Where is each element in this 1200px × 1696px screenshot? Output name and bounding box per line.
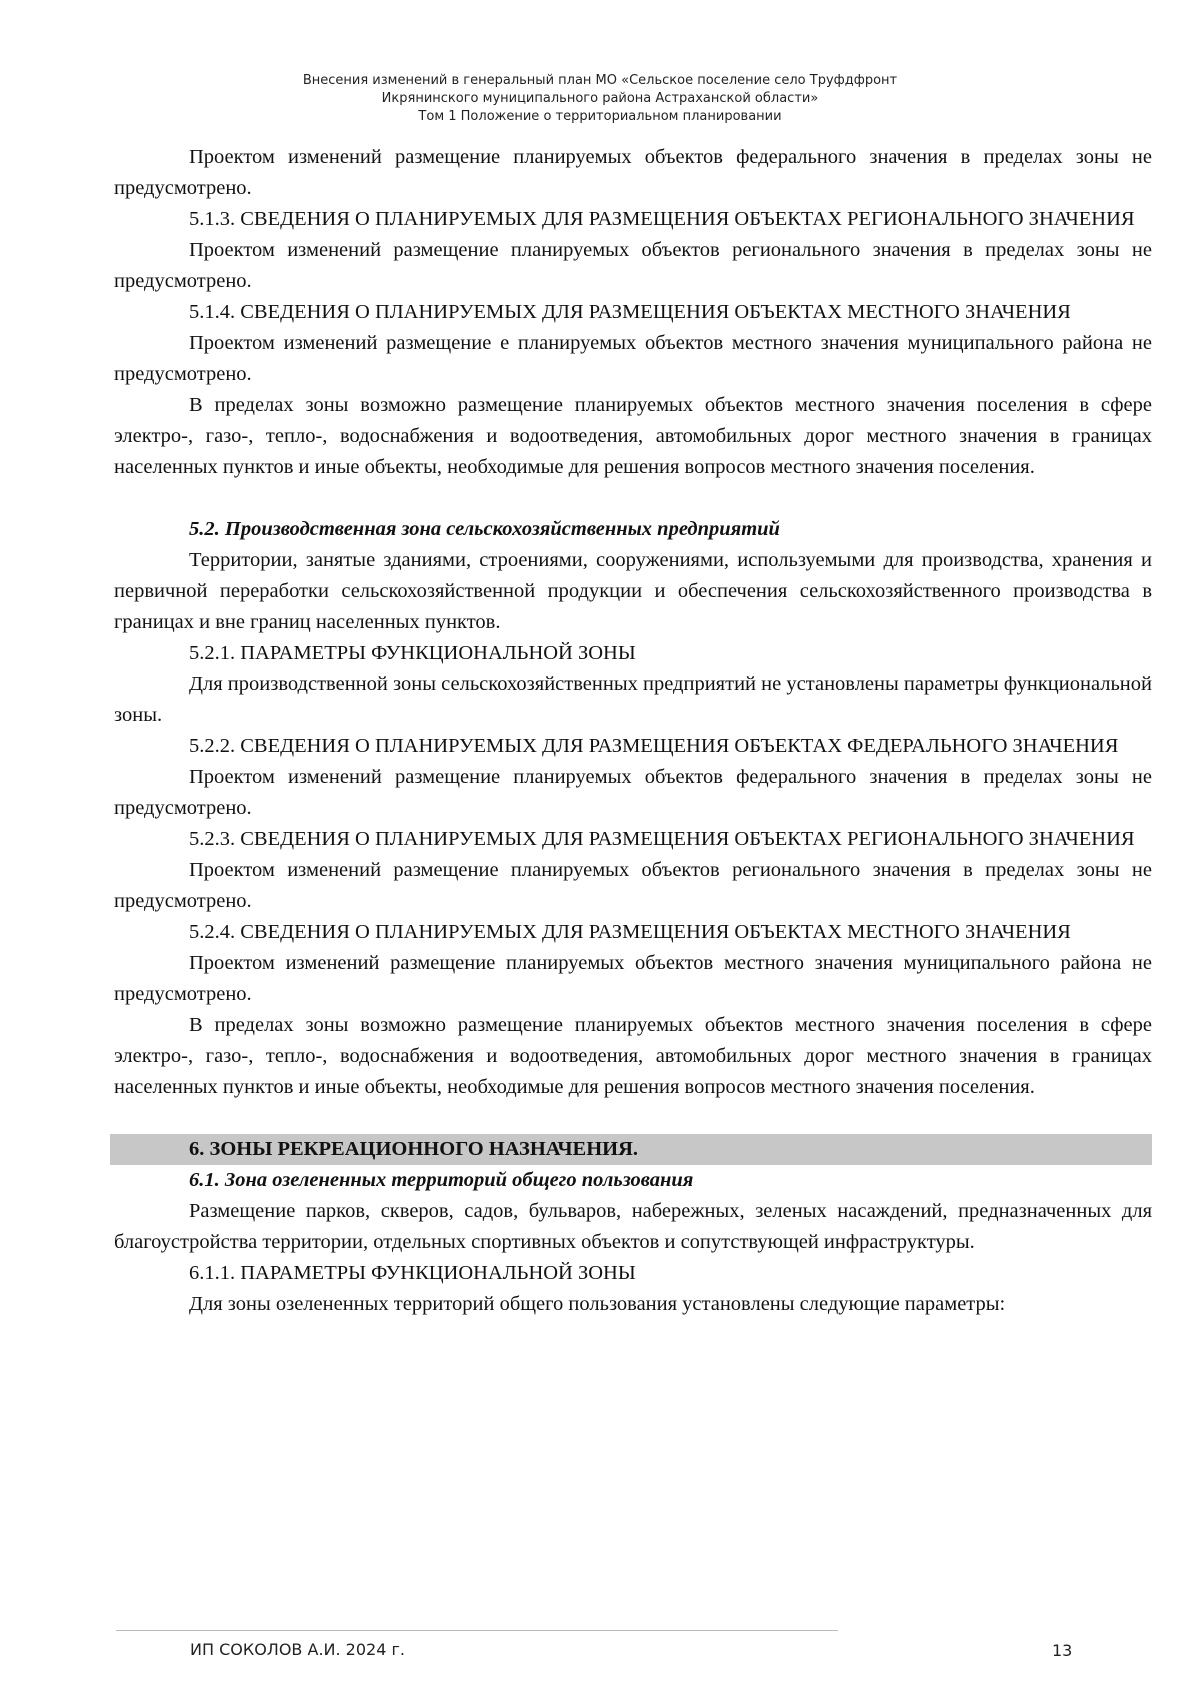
subsection-heading: 5.2.4. СВЕДЕНИЯ О ПЛАНИРУЕМЫХ ДЛЯ РАЗМЕЩЕНИЯ ОБЪЕКТАХ МЕСТНОГО ЗНАЧЕНИЯ bbox=[189, 921, 1071, 943]
subsection-heading: 5.2.2. СВЕДЕНИЯ О ПЛАНИРУЕМЫХ ДЛЯ РАЗМЕЩЕНИЯ ОБЪЕКТАХ ФЕДЕРАЛЬНОГО ЗНАЧЕНИЯ bbox=[189, 735, 1119, 757]
paragraph: Проектом изменений размещение е планируемых объектов местного значения муниципального района не предусмотрено. bbox=[114, 332, 1152, 385]
section-heading-6-1: 6.1. Зона озелененных территорий общего пользования bbox=[189, 1169, 694, 1191]
paragraph: В пределах зоны возможно размещение планируемых объектов местного значения поселения в сфере электро-, газо-, тепло-, водоснабжения и водоотведения, автомобильных дорог местного значения в границах населенных пунктов и иные объекты, необходимые для решения вопросов местного значения поселения. bbox=[114, 1014, 1152, 1098]
paragraph: Проектом изменений размещение планируемых объектов федерального значения в пределах зоны не предусмотрено. bbox=[114, 766, 1152, 819]
page-header bbox=[200, 72, 1000, 126]
paragraph: Проектом изменений размещение планируемых объектов регионального значения в пределах зоны не предусмотрено. bbox=[114, 239, 1152, 292]
footer-divider bbox=[116, 1630, 838, 1631]
section-heading-5-2: 5.2. Производственная зона сельскохозяйственных предприятий bbox=[189, 518, 780, 540]
paragraph: Размещение парков, скверов, садов, бульваров, набережных, зеленых насаждений, предназначенных для благоустройства территории, отдельных спортивных объектов и сопутствующей инфраструктуры. bbox=[114, 1200, 1152, 1253]
spacer bbox=[114, 483, 1152, 514]
document-body bbox=[114, 142, 1152, 1320]
header-line-2: Икрянинского муниципального района Астраханской области» bbox=[381, 91, 819, 106]
page-number: 13 bbox=[1052, 1641, 1073, 1660]
subsection-heading: 5.1.3. СВЕДЕНИЯ О ПЛАНИРУЕМЫХ ДЛЯ РАЗМЕЩЕНИЯ ОБЪЕКТАХ РЕГИОНАЛЬНОГО ЗНАЧЕНИЯ bbox=[189, 208, 1135, 230]
paragraph: Для зоны озелененных территорий общего пользования установлены следующие параметры: bbox=[189, 1293, 1006, 1315]
paragraph: Проектом изменений размещение планируемых объектов федерального значения в пределах зоны не предусмотрено. bbox=[114, 146, 1152, 199]
subsection-heading: 5.2.1. ПАРАМЕТРЫ ФУНКЦИОНАЛЬНОЙ ЗОНЫ bbox=[189, 642, 636, 664]
paragraph: Для производственной зоны сельскохозяйственных предприятий не установлены параметры функциональной зоны. bbox=[114, 673, 1152, 726]
footer-author: ИП СОКОЛОВ А.И. 2024 г. bbox=[190, 1640, 405, 1659]
paragraph: В пределах зоны возможно размещение планируемых объектов местного значения поселения в сфере электро-, газо-, тепло-, водоснабжения и водоотведения, автомобильных дорог местного значения в границах населенных пунктов и иные объекты, необходимые для решения вопросов местного значения поселения. bbox=[114, 394, 1152, 478]
section-heading-6: 6. ЗОНЫ РЕКРЕАЦИОННОГО НАЗНАЧЕНИЯ. bbox=[110, 1134, 1152, 1165]
spacer bbox=[114, 1103, 1152, 1134]
header-line-1: Внесения изменений в генеральный план МО «Сельское поселение село Труфдфронт bbox=[302, 73, 898, 88]
subsection-heading: 6.1.1. ПАРАМЕТРЫ ФУНКЦИОНАЛЬНОЙ ЗОНЫ bbox=[189, 1262, 636, 1284]
subsection-heading: 5.2.3. СВЕДЕНИЯ О ПЛАНИРУЕМЫХ ДЛЯ РАЗМЕЩЕНИЯ ОБЪЕКТАХ РЕГИОНАЛЬНОГО ЗНАЧЕНИЯ bbox=[189, 828, 1135, 850]
paragraph: Проектом изменений размещение планируемых объектов местного значения муниципального района не предусмотрено. bbox=[114, 952, 1152, 1005]
header-line-3: Том 1 Положение о территориальном планировании bbox=[418, 109, 782, 124]
subsection-heading: 5.1.4. СВЕДЕНИЯ О ПЛАНИРУЕМЫХ ДЛЯ РАЗМЕЩЕНИЯ ОБЪЕКТАХ МЕСТНОГО ЗНАЧЕНИЯ bbox=[189, 301, 1071, 323]
paragraph: Проектом изменений размещение планируемых объектов регионального значения в пределах зоны не предусмотрено. bbox=[114, 859, 1152, 912]
paragraph: Территории, занятые зданиями, строениями, сооружениями, используемыми для производства, хранения и первичной переработки сельскохозяйственной продукции и обеспечения сельскохозяйственного производства в границах и вне границ населенных пунктов. bbox=[114, 549, 1152, 633]
